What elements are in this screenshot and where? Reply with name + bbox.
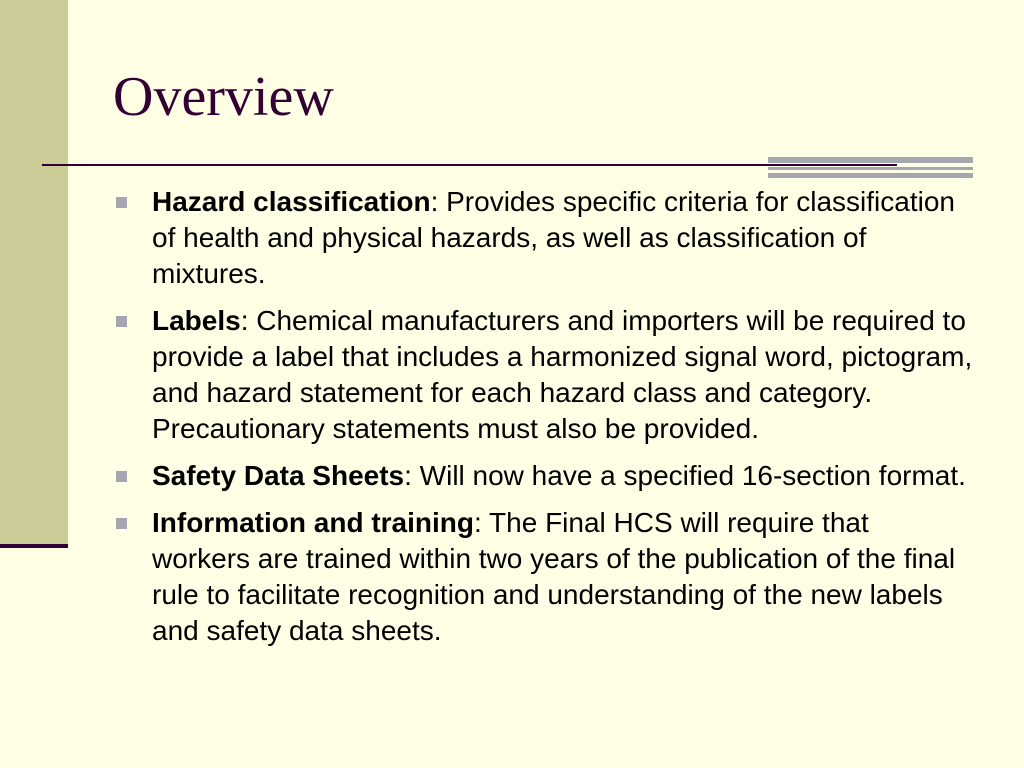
bullet-item xyxy=(113,303,973,447)
bullet-term: Safety Data Sheets xyxy=(152,460,405,491)
slide-title: Overview xyxy=(113,66,334,128)
bullet-item xyxy=(113,458,973,494)
title-rule-accent xyxy=(768,167,973,170)
title-rule-accent xyxy=(768,173,973,178)
square-bullet-icon xyxy=(116,316,127,327)
bullet-text: : Chemical manufacturers and importers will be required to provide a label that includes a harmonized signal word, pictogram, and hazard statement for each hazard class and category. Precautionary statements must also be provided. xyxy=(152,305,973,444)
square-bullet-icon xyxy=(116,518,127,529)
title-underline xyxy=(42,164,897,166)
bullet-list xyxy=(113,184,973,660)
title-rule-accent xyxy=(768,157,973,163)
square-bullet-icon xyxy=(116,197,127,208)
bullet-term: Information and training xyxy=(152,507,474,538)
bullet-item xyxy=(113,184,973,292)
bullet-term: Labels xyxy=(152,305,241,336)
bullet-term: Hazard classification xyxy=(152,186,431,217)
left-decorative-bar xyxy=(0,0,68,547)
square-bullet-icon xyxy=(116,471,127,482)
bullet-text: : The Final HCS will require that workers are trained within two years of the publication of the final rule to facilitate recognition and understanding of the new labels and safety data sheets. xyxy=(152,507,956,646)
bullet-text: : Will now have a specified 16-section format. xyxy=(404,460,966,491)
left-accent-line xyxy=(0,544,68,548)
bullet-item xyxy=(113,505,973,649)
bullet-text: : Provides specific criteria for classification of health and physical hazards, as well as classification of mixtures. xyxy=(152,186,955,289)
